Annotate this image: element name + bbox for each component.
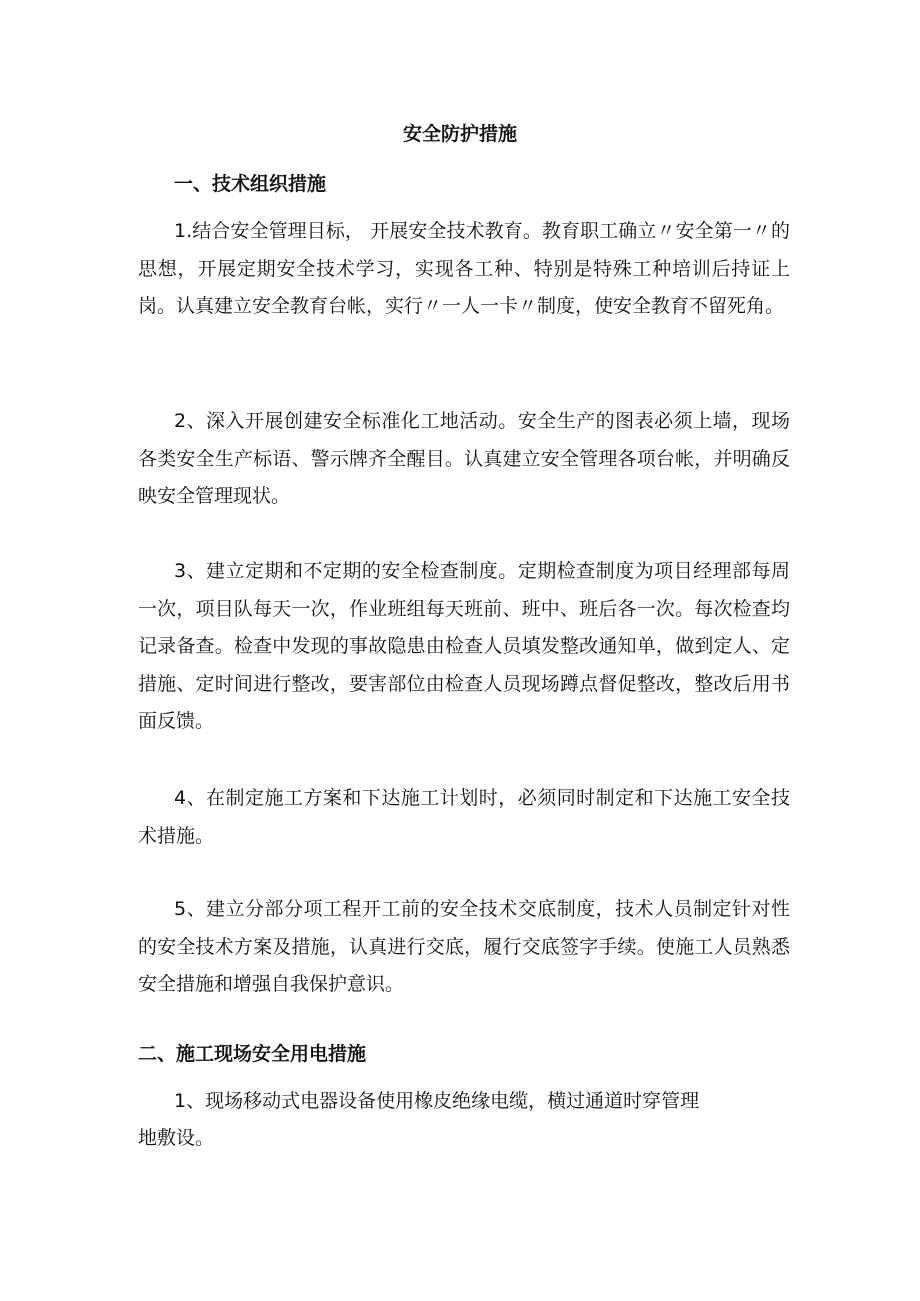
paragraph-3: 3、建立定期和不定期的安全检查制度。定期检查制度为项目经理部每周一次，项目队每天一次，作业班组每天班前、班中、班后各一次。每次检查均记录备查。检查中发现的事故隐患由检查人员填发整改通知单，做到定人、定措施、定时间进行整改，要害部位由检查人员现场蹲点督促整改，整改后用书面反馈。	[138, 560, 790, 732]
paragraph-electrical-1-line2: 地敷设。	[138, 1127, 215, 1149]
paragraph-1: 1.结合安全管理目标， 开展安全技术教育。教育职工确立〃安全第一〃的思想，开展定期安全技术学习，实现各工种、特别是特殊工种培训后持证上岗。认真建立安全教育台帐，实行〃一人一卡〃制度，使安全教育不留死角。	[138, 220, 790, 317]
paragraph-electrical-1-line1: 1、现场移动式电器设备使用橡皮绝缘电缆，横过通道时穿管理	[174, 1090, 700, 1112]
paragraph-2: 2、深入开展创建安全标准化工地活动。安全生产的图表必须上墙，现场各类安全生产标语、警示牌齐全醒目。认真建立安全管理各项台帐，并明确反映安全管理现状。	[138, 410, 790, 507]
section-heading-technical-organization: 一、技术组织措施	[174, 173, 327, 195]
paragraph-4: 4、在制定施工方案和下达施工计划时，必须同时制定和下达施工安全技术措施。	[138, 787, 790, 847]
paragraph-5: 5、建立分部分项工程开工前的安全技术交底制度，技术人员制定针对性的安全技术方案及措施，认真进行交底，履行交底签字手续。使施工人员熟悉安全措施和增强自我保护意识。	[138, 898, 790, 995]
document-title: 安全防护措施	[402, 123, 517, 145]
section-heading-electrical-safety: 二、施工现场安全用电措施	[138, 1043, 367, 1065]
